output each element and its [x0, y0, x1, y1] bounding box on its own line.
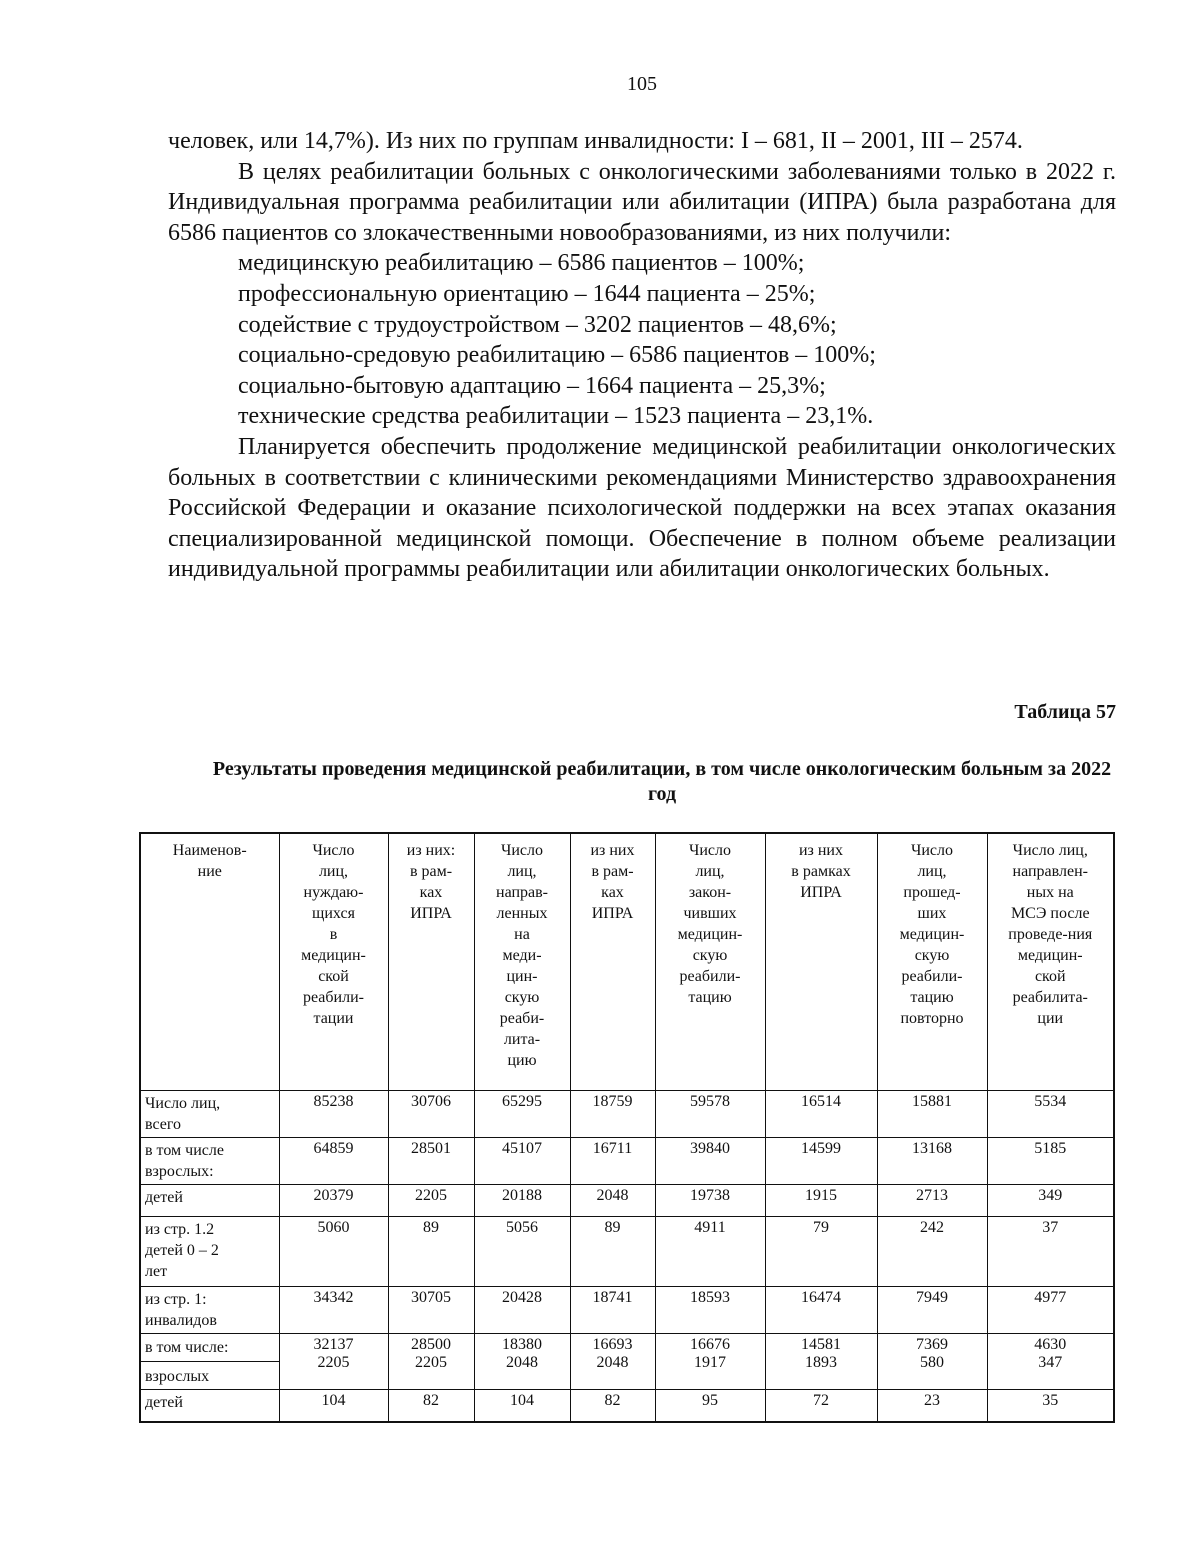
paragraph-2: В целях реабилитации больных с онкологическими заболеваниями только в 2022 г. Индивидуальная программа реабилитации или абилитации (ИПРА) была разработана для 6586 пациентов со злокачественными новообразованиями, из них получили:	[168, 158, 1116, 246]
list-item: технические средства реабилитации – 1523 пациента – 23,1%.	[238, 403, 874, 430]
table-cell: 30705	[388, 1287, 474, 1334]
list-item: социально-бытовую адаптацию – 1664 пациента – 25,3%;	[238, 372, 826, 399]
table-cell	[877, 1334, 987, 1390]
table-cell: 23	[877, 1390, 987, 1422]
row-label: в том числе:	[140, 1334, 279, 1362]
table-cell: 89	[570, 1217, 655, 1287]
table-cell: 18593	[655, 1287, 765, 1334]
cell-value-bottom: 1917	[694, 1354, 726, 1371]
header-cell: Число лиц, прошед- ших медицин- скую реабили- тацию повторно	[877, 833, 987, 1091]
table-cell: 2048	[570, 1185, 655, 1217]
row-label: из стр. 1.2 детей 0 – 2 лет	[140, 1217, 279, 1287]
table-caption: Результаты проведения медицинской реабилитации, в том числе онкологическим больным за 2022 год	[212, 758, 1112, 805]
table-row	[140, 1334, 1114, 1362]
row-label: Число лиц, всего	[140, 1091, 279, 1138]
paragraph-3: Планируется обеспечить продолжение медицинской реабилитации онкологических больных в соответствии с клиническими рекомендациями Министерство здравоохранения Российской Федерации и оказание психологической поддержки на всех этапах оказания специализированной медицинской помощи. Обеспечение в полном объеме реализации индивидуальной программы реабилитации или абилитации онкологических больных.	[168, 433, 1116, 583]
table-label: Таблица 57	[1014, 701, 1116, 723]
table-cell	[765, 1334, 877, 1390]
row-label: взрослых	[140, 1362, 279, 1390]
table-row	[140, 1217, 1114, 1287]
cell-value-bottom: 2205	[317, 1354, 350, 1371]
table-cell: 16474	[765, 1287, 877, 1334]
row-label: из стр. 1: инвалидов	[140, 1287, 279, 1334]
table-cell: 1915	[765, 1185, 877, 1217]
table-cell: 82	[570, 1390, 655, 1422]
page-number: 105	[627, 73, 657, 95]
table-cell: 18741	[570, 1287, 655, 1334]
table-row	[140, 1287, 1114, 1334]
list-item: социально-средовую реабилитацию – 6586 пациентов – 100%;	[238, 342, 876, 369]
table-cell: 16514	[765, 1091, 877, 1138]
table-cell: 13168	[877, 1138, 987, 1185]
header-cell: Число лиц, закон- чивших медицин- скую реабили- тацию	[655, 833, 765, 1091]
table-cell: 82	[388, 1390, 474, 1422]
cell-value-top: 32137	[313, 1336, 354, 1353]
header-cell: Число лиц, нуждаю- щихся в медицин- ской реабили- тации	[279, 833, 388, 1091]
cell-value-bottom: 580	[920, 1354, 944, 1371]
header-cell: из них в рамках ИПРА	[765, 833, 877, 1091]
table-cell	[474, 1334, 570, 1390]
table-cell: 16711	[570, 1138, 655, 1185]
table-cell	[388, 1334, 474, 1390]
header-cell: Наименов- ние	[140, 833, 279, 1091]
table-cell: 242	[877, 1217, 987, 1287]
table-cell: 34342	[279, 1287, 388, 1334]
row-label: детей	[140, 1185, 279, 1217]
cell-value-bottom: 2048	[596, 1354, 629, 1371]
table-cell: 65295	[474, 1091, 570, 1138]
cell-value-top: 7369	[916, 1336, 948, 1353]
table-cell: 28501	[388, 1138, 474, 1185]
table-cell: 59578	[655, 1091, 765, 1138]
cell-value-top: 28500	[411, 1336, 451, 1353]
table-cell: 104	[474, 1390, 570, 1422]
header-cell: Число лиц, направ- ленных на меди- цин- скую реаби- лита- цию	[474, 833, 570, 1091]
table-cell: 4977	[987, 1287, 1114, 1334]
cell-value-top: 18380	[502, 1336, 542, 1353]
table-cell	[655, 1334, 765, 1390]
table-cell: 2205	[388, 1185, 474, 1217]
table-cell: 15881	[877, 1091, 987, 1138]
table-cell: 5060	[279, 1217, 388, 1287]
table-cell: 35	[987, 1390, 1114, 1422]
cell-value-top: 16693	[592, 1336, 633, 1353]
list-item: содействие с трудоустройством – 3202 пациентов – 48,6%;	[238, 311, 837, 338]
cell-value-top: 16676	[690, 1336, 730, 1353]
body-text	[168, 126, 1116, 585]
header-cell: Число лиц, направлен- ных на МСЭ после проведе-ния медицин- ской реабилита- ции	[987, 833, 1114, 1091]
table-cell: 45107	[474, 1138, 570, 1185]
table-cell: 20188	[474, 1185, 570, 1217]
table-cell: 18759	[570, 1091, 655, 1138]
table-cell: 2713	[877, 1185, 987, 1217]
rehab-results-table	[139, 832, 1115, 1423]
table-cell: 89	[388, 1217, 474, 1287]
table-cell: 79	[765, 1217, 877, 1287]
table-cell	[279, 1334, 388, 1390]
table-cell: 5185	[987, 1138, 1114, 1185]
table-cell: 37	[987, 1217, 1114, 1287]
table-cell: 72	[765, 1390, 877, 1422]
cell-value-bottom: 2205	[415, 1354, 447, 1371]
list-item: медицинскую реабилитацию – 6586 пациентов – 100%;	[238, 250, 805, 277]
table-row	[140, 1138, 1114, 1185]
header-cell: из них в рам- ках ИПРА	[570, 833, 655, 1091]
table-cell	[987, 1334, 1114, 1390]
table-row	[140, 1091, 1114, 1138]
table-cell: 5056	[474, 1217, 570, 1287]
table-row	[140, 1185, 1114, 1217]
cell-value-top: 14581	[801, 1336, 841, 1353]
table-cell: 7949	[877, 1287, 987, 1334]
table-cell: 104	[279, 1390, 388, 1422]
cell-value-bottom: 347	[1038, 1354, 1063, 1371]
table-header-row	[140, 833, 1114, 1091]
table-cell: 20379	[279, 1185, 388, 1217]
row-label: в том числе взрослых:	[140, 1138, 279, 1185]
header-cell: из них: в рам- ках ИПРА	[388, 833, 474, 1091]
paragraph-1: человек, или 14,7%). Из них по группам инвалидности: I – 681, II – 2001, III – 2574.	[168, 128, 1023, 154]
table-cell: 19738	[655, 1185, 765, 1217]
table-body	[140, 1091, 1114, 1422]
cell-value-bottom: 2048	[506, 1354, 538, 1371]
table-cell: 64859	[279, 1138, 388, 1185]
list-item: профессиональную ориентацию – 1644 пациента – 25%;	[238, 280, 816, 307]
table-cell: 5534	[987, 1091, 1114, 1138]
table-cell: 85238	[279, 1091, 388, 1138]
cell-value-top: 4630	[1034, 1336, 1067, 1353]
table-cell: 39840	[655, 1138, 765, 1185]
row-label: детей	[140, 1390, 279, 1422]
table-cell: 20428	[474, 1287, 570, 1334]
table-cell: 4911	[655, 1217, 765, 1287]
table-cell: 30706	[388, 1091, 474, 1138]
table-cell	[570, 1334, 655, 1390]
table-cell: 349	[987, 1185, 1114, 1217]
table-cell: 14599	[765, 1138, 877, 1185]
table-row	[140, 1390, 1114, 1422]
table-cell: 95	[655, 1390, 765, 1422]
cell-value-bottom: 1893	[805, 1354, 837, 1371]
